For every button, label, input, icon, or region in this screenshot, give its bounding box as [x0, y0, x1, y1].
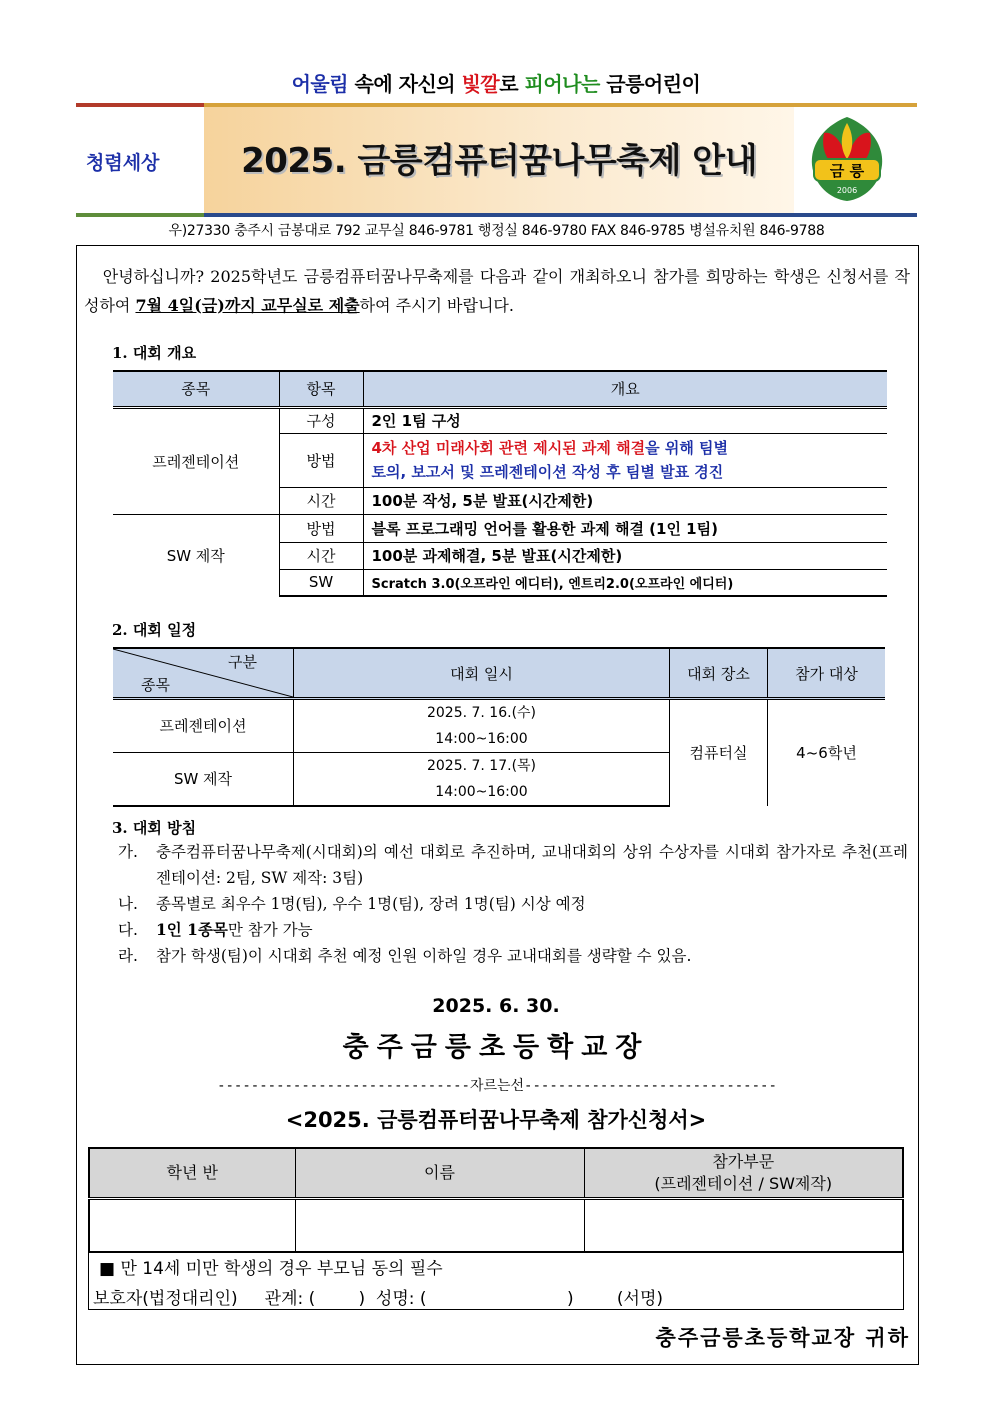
overview-header-event: 종목 — [113, 371, 279, 407]
motto-part-3: 빛깔 — [461, 72, 500, 96]
event-sw: SW 제작 — [113, 514, 279, 596]
form-header-name: 이름 — [295, 1148, 584, 1198]
form-header-division-line2: (프레젠테이션 / SW제작) — [654, 1173, 833, 1193]
schedule-target: 4~6학년 — [768, 699, 886, 807]
intro-text-2: 하여 주시기 바랍니다. — [359, 296, 514, 315]
header-banner — [76, 103, 917, 217]
table-cell: 방법 — [279, 514, 363, 542]
overview-table — [113, 370, 887, 597]
intro-text-1: 안녕하십니까? 2025학년도 금릉컴퓨터꿈나무축제를 다음과 같이 개최하오니 참가를 희망하는 학생은 신청서를 작성하여 — [84, 267, 910, 315]
school-emblem-text: 금 릉 — [829, 162, 865, 180]
list-text: 참가 학생(팀)이 시대회 추천 예정 인원 이하일 경우 교내대회를 생략할 수 있음. — [156, 947, 692, 965]
table-cell: 시간 — [279, 487, 363, 514]
table-cell: 구성 — [279, 407, 363, 433]
list-item — [118, 839, 908, 891]
table-cell: 블록 프로그래밍 언어를 활용한 과제 해결 (1인 1팀) — [363, 514, 887, 542]
school-motto — [0, 68, 992, 97]
guardian-signature-line[interactable]: 보호자(법정대리인) 관계: ( ) 성명: ( ) (서명) — [93, 1289, 664, 1309]
table-cell: SW — [279, 569, 363, 596]
list-item — [118, 891, 908, 917]
overview-header-item: 항목 — [279, 371, 363, 407]
method-text-2: 토의, 보고서 및 프레젠테이션 작성 후 팀별 발표 경진 — [371, 463, 724, 481]
table-cell: 방법 — [279, 433, 363, 487]
table-cell: 시간 — [279, 542, 363, 569]
intro-paragraph — [84, 262, 910, 320]
schedule-date: 2025. 7. 16.(수) — [426, 705, 537, 721]
schedule-header-target: 참가 대상 — [768, 648, 886, 699]
school-emblem-year: 2006 — [836, 186, 858, 195]
form-cell-name[interactable] — [295, 1198, 584, 1252]
event-presentation: 프레젠테이션 — [113, 407, 279, 514]
schedule-time: 14:00~16:00 — [435, 784, 528, 800]
schedule-event: SW 제작 — [113, 753, 294, 807]
schedule-datetime — [294, 699, 670, 753]
list-marker: 가. — [118, 843, 138, 861]
form-header-division-line1: 참가부문 — [712, 1151, 775, 1171]
schedule-table — [113, 647, 885, 807]
application-form-table — [88, 1147, 904, 1253]
section-2-title: 2. 대회 일정 — [112, 621, 197, 639]
schedule-event: 프레젠테이션 — [113, 699, 294, 753]
table-cell: 2인 1팀 구성 — [363, 407, 887, 433]
school-emblem — [804, 113, 890, 205]
list-item — [118, 917, 908, 943]
form-header-division — [584, 1148, 903, 1198]
schedule-datetime — [294, 753, 670, 807]
schedule-date: 2025. 7. 17.(목) — [426, 758, 537, 774]
schedule-time: 14:00~16:00 — [435, 731, 528, 747]
schedule-header-place: 대회 장소 — [670, 648, 768, 699]
principal-name: 충주금릉초등학교장 — [342, 1032, 650, 1063]
clean-world-logo-text: 청렴세상 — [86, 152, 160, 174]
document-title: 2025. 금릉컴퓨터꿈나무축제 안내 — [241, 141, 757, 181]
section-1-title: 1. 대회 개요 — [112, 344, 197, 362]
consent-notice: ■ 만 14세 미만 학생의 경우 부모님 동의 필수 — [99, 1259, 443, 1279]
list-text-bold: 1인 1종목 — [156, 920, 228, 939]
motto-part-5: 피어나는 — [524, 72, 600, 96]
list-text: 만 참가 가능 — [227, 921, 313, 939]
list-marker: 다. — [118, 921, 138, 939]
application-form-title: <2025. 금릉컴퓨터꿈나무축제 참가신청서> — [285, 1108, 707, 1132]
motto-part-4: 로 — [499, 72, 525, 96]
cut-line: ------------------------------자르는선------------------------------ — [217, 1078, 777, 1094]
overview-header-summary: 개요 — [363, 371, 887, 407]
schedule-place: 컴퓨터실 — [670, 699, 768, 807]
issue-date: 2025. 6. 30. — [432, 995, 560, 1017]
intro-deadline: 7월 4일(금)까지 교무실로 제출 — [135, 296, 360, 315]
diag-label-category: 구분 — [228, 653, 257, 671]
policy-list — [118, 839, 908, 969]
method-highlight: 4차 산업 미래사회 관련 제시된 과제 해결 — [371, 439, 646, 457]
list-marker: 라. — [118, 947, 138, 965]
schedule-header-datetime: 대회 일시 — [294, 648, 670, 699]
recipient-line: 충주금릉초등학교장 귀하 — [655, 1326, 910, 1350]
section-3-title: 3. 대회 방침 — [112, 819, 197, 837]
form-header-class: 학년 반 — [89, 1148, 295, 1198]
form-cell-class[interactable] — [89, 1198, 295, 1252]
diag-label-event: 종목 — [141, 676, 170, 694]
list-marker: 나. — [118, 895, 138, 913]
clean-world-logo — [84, 127, 196, 193]
parent-consent-box — [88, 1252, 904, 1310]
table-cell: Scratch 3.0(오프라인 에디터), 엔트리2.0(오프라인 에디터) — [363, 569, 887, 596]
method-text-1: 을 위해 팀별 — [645, 439, 729, 457]
table-cell — [363, 433, 887, 487]
table-cell: 100분 작성, 5분 발표(시간제한) — [363, 487, 887, 514]
motto-part-6: 금릉어린이 — [599, 72, 701, 96]
school-address: 우)27330 충주시 금봉대로 792 교무실 846-9781 행정실 846-9780 FAX 846-9785 병설유치원 846-9788 — [168, 223, 825, 239]
list-text: 종목별로 최우수 1명(팀), 우수 1명(팀), 장려 1명(팀) 시상 예정 — [156, 895, 586, 913]
diagonal-header — [113, 648, 294, 699]
form-cell-division[interactable] — [584, 1198, 903, 1252]
motto-part-2: 속에 자신의 — [348, 72, 462, 96]
list-item — [118, 943, 908, 969]
table-cell: 100분 과제해결, 5분 발표(시간제한) — [363, 542, 887, 569]
list-text: 충주컴퓨터꿈나무축제(시대회)의 예선 대회로 추진하며, 교내대회의 상위 수상자를 시대회 참가자로 추천(프레젠테이션: 2팀, SW 제작: 3팀) — [156, 843, 908, 887]
motto-part-1: 어울림 — [291, 72, 349, 96]
